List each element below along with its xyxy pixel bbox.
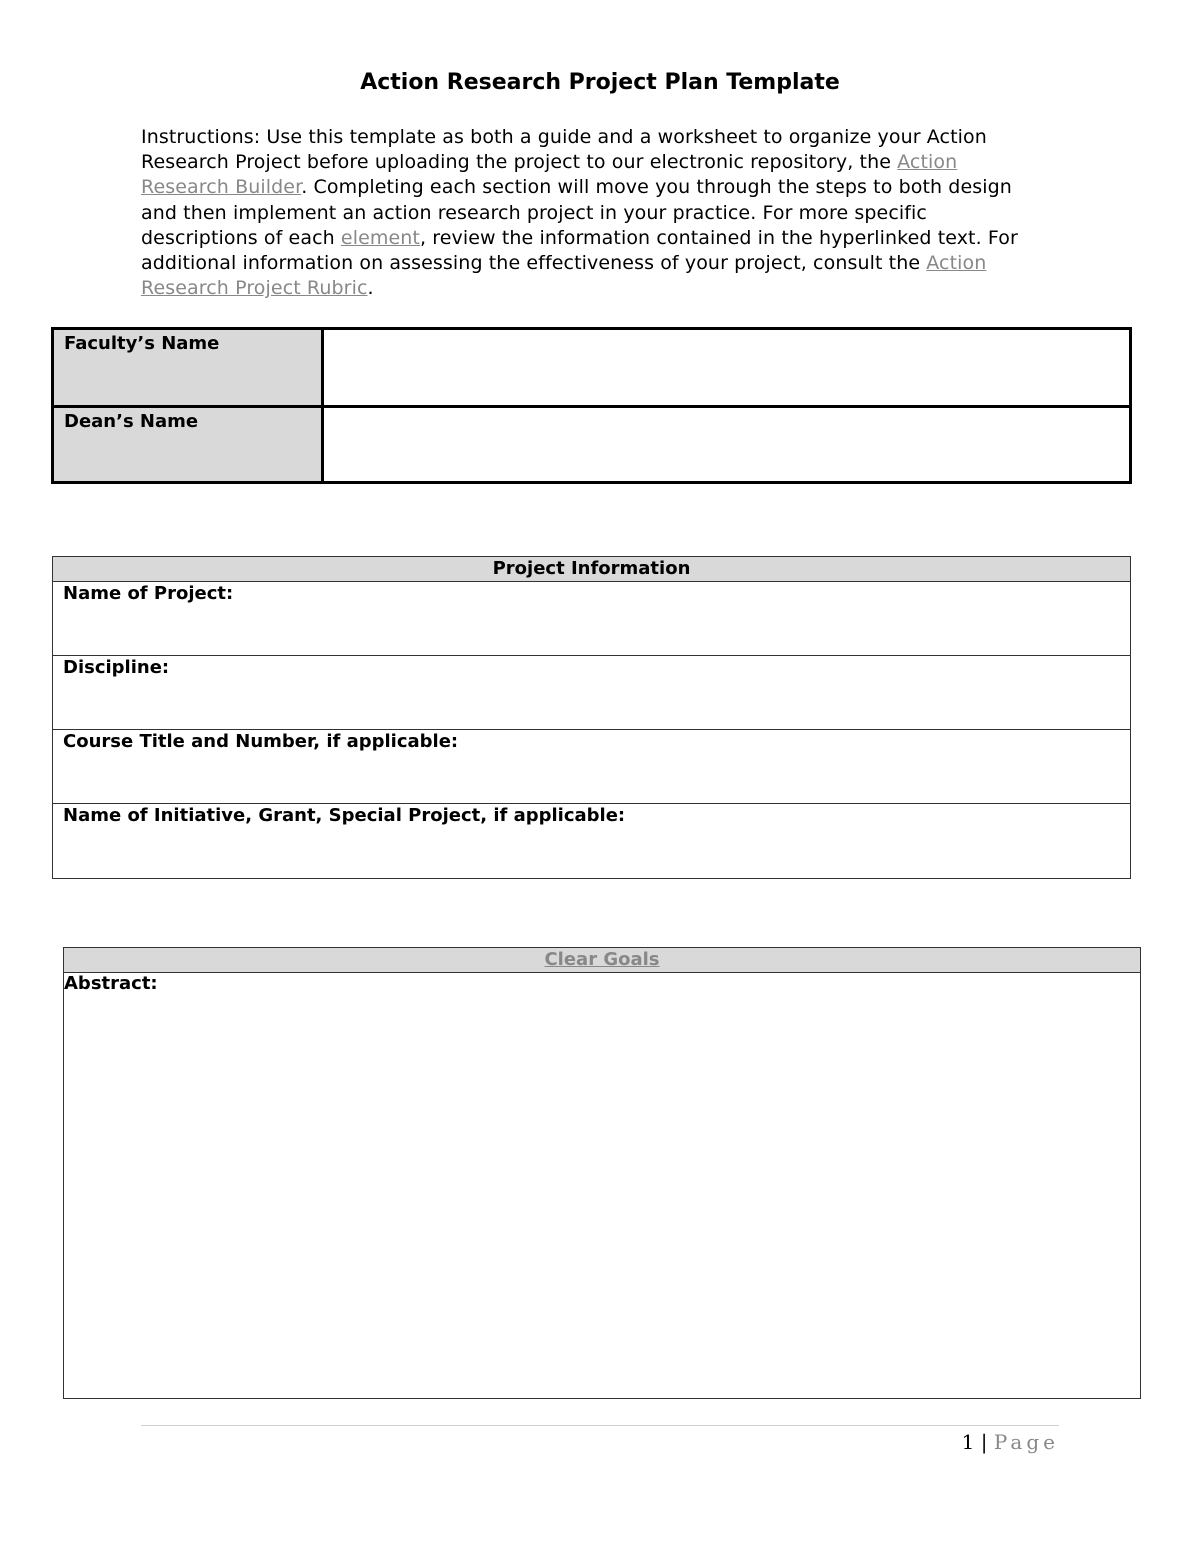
clear-goals-header <box>64 948 1140 973</box>
instructions-text-3: , review the information contained in the hyperlinked text. For additional information on assessing the effectiveness of your project, consult the <box>141 226 1018 275</box>
instructions-paragraph <box>141 125 1041 301</box>
instructions-text-2: . Completing each section will move you through the steps to both design and then implement an action research project in your practice. For more specific descriptions of each <box>141 176 1012 249</box>
instructions-text-1: Instructions: Use this template as both a guide and a worksheet to organize your Action Research Project before uploading the project to our electronic repository, the <box>141 126 987 174</box>
dean-name-field[interactable] <box>324 408 1129 481</box>
faculty-name-field[interactable] <box>324 330 1129 405</box>
element-link[interactable]: element <box>340 226 420 249</box>
name-of-project-label: Name of Project: <box>63 583 234 604</box>
dean-name-row <box>54 405 1129 481</box>
clear-goals-table <box>63 947 1141 1399</box>
course-title-field[interactable] <box>53 730 1130 804</box>
page-label: Page <box>993 1430 1059 1454</box>
faculty-name-row <box>54 330 1129 405</box>
footer-separator: | <box>980 1430 988 1454</box>
clear-goals-link[interactable]: Clear Goals <box>544 949 660 970</box>
dean-name-label: Dean’s Name <box>54 408 324 481</box>
name-of-project-field[interactable] <box>53 582 1130 656</box>
project-information-table <box>52 556 1131 879</box>
course-title-label: Course Title and Number, if applicable: <box>63 731 459 752</box>
discipline-label: Discipline: <box>63 657 170 678</box>
project-information-header: Project Information <box>53 557 1130 582</box>
abstract-label: Abstract: <box>64 973 158 994</box>
page-number: 1 <box>961 1430 975 1454</box>
rubric-link[interactable]: Action Research Project Rubric <box>141 252 987 300</box>
action-research-builder-link[interactable]: Action Research Builder <box>141 151 958 199</box>
footer-divider <box>141 1425 1059 1426</box>
discipline-field[interactable] <box>53 656 1130 730</box>
document-title: Action Research Project Plan Template <box>360 70 840 95</box>
initiative-label: Name of Initiative, Grant, Special Project, if applicable: <box>63 805 626 826</box>
page-footer <box>141 1430 1059 1454</box>
names-table <box>51 327 1132 484</box>
instructions-text-4: . <box>367 277 374 300</box>
abstract-field[interactable] <box>64 973 1140 1397</box>
initiative-field[interactable] <box>53 804 1130 878</box>
faculty-name-label: Faculty’s Name <box>54 330 324 405</box>
